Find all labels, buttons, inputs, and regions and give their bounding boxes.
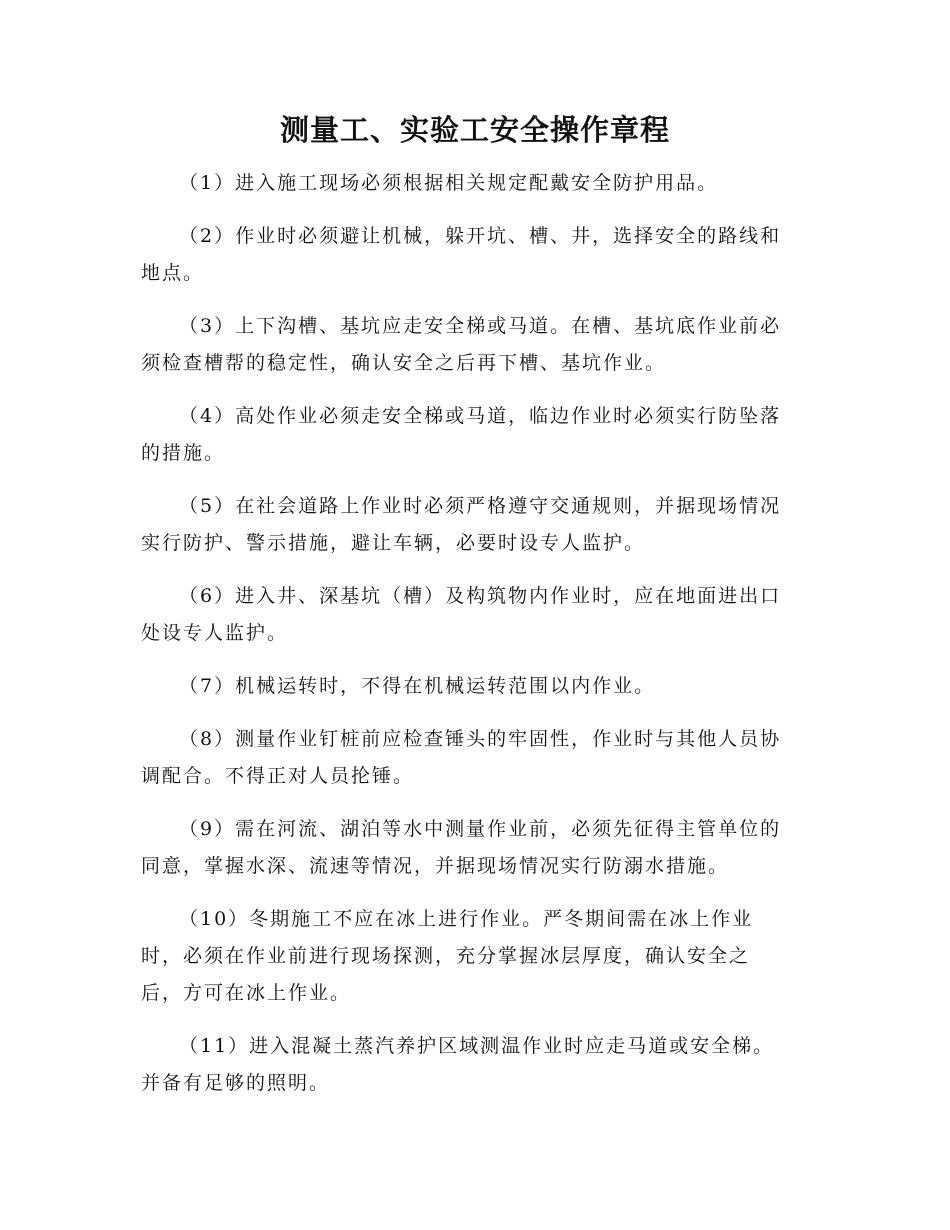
paragraph-line: （8）测量作业钉桩前应检查锤头的牢固性，作业时与其他人员协 (179, 728, 782, 750)
paragraph-8 (141, 721, 809, 795)
paragraph-line: （11）进入混凝土蒸汽养护区域测温作业时应走马道或安全梯。 (179, 1035, 775, 1057)
paragraph-line: 须检查槽帮的稳定性，确认安全之后再下槽、基坑作业。 (141, 352, 667, 374)
paragraph-4 (141, 398, 809, 472)
paragraph-line: 实行防护、警示措施，避让车辆，必要时设专人监护。 (141, 532, 646, 554)
paragraph-line: 后，方可在冰上作业。 (141, 982, 352, 1004)
paragraph-line: 并备有足够的照明。 (141, 1072, 331, 1094)
paragraph-line: （7）机械运转时，不得在机械运转范围以内作业。 (179, 675, 656, 697)
paragraph-line: （3）上下沟槽、基坑应走安全梯或马道。在槽、基坑底作业前必 (179, 315, 782, 337)
paragraph-line: 同意，掌握水深、流速等情况，并据现场情况实行防溺水措施。 (141, 855, 730, 877)
paragraph-line: （2）作业时必须避让机械，躲开坑、槽、井，选择安全的路线和 (179, 225, 782, 247)
paragraph-5 (141, 488, 809, 562)
paragraph-3 (141, 308, 809, 382)
paragraph-2 (141, 218, 809, 292)
paragraph-line: 地点。 (141, 262, 205, 284)
paragraph-line: 的措施。 (141, 442, 226, 464)
paragraph-6 (141, 578, 809, 652)
paragraph-line: （6）进入井、深基坑（槽）及构筑物内作业时，应在地面进出口 (179, 585, 782, 607)
paragraph-line: （1）进入施工现场必须根据相关规定配戴安全防护用品。 (179, 172, 719, 194)
paragraph-line: 时，必须在作业前进行现场探测，充分掌握冰层厚度，确认安全之 (141, 945, 751, 967)
paragraph-9 (141, 811, 809, 885)
paragraph-line: （10）冬期施工不应在冰上进行作业。严冬期间需在冰上作业 (179, 908, 754, 930)
document-body (141, 165, 809, 1118)
paragraph-11 (141, 1028, 809, 1102)
paragraph-1 (141, 165, 809, 202)
document-title: 测量工、实验工安全操作章程 (279, 113, 670, 147)
paragraph-line: 调配合。不得正对人员抡锤。 (141, 765, 415, 787)
paragraph-10 (141, 901, 809, 1012)
paragraph-line: （4）高处作业必须走安全梯或马道，临边作业时必须实行防坠落 (179, 405, 782, 427)
paragraph-line: （5）在社会道路上作业时必须严格遵守交通规则，并据现场情况 (179, 495, 782, 517)
paragraph-7 (141, 668, 809, 705)
paragraph-line: （9）需在河流、湖泊等水中测量作业前，必须先征得主管单位的 (179, 818, 782, 840)
paragraph-line: 处设专人监护。 (141, 622, 289, 644)
